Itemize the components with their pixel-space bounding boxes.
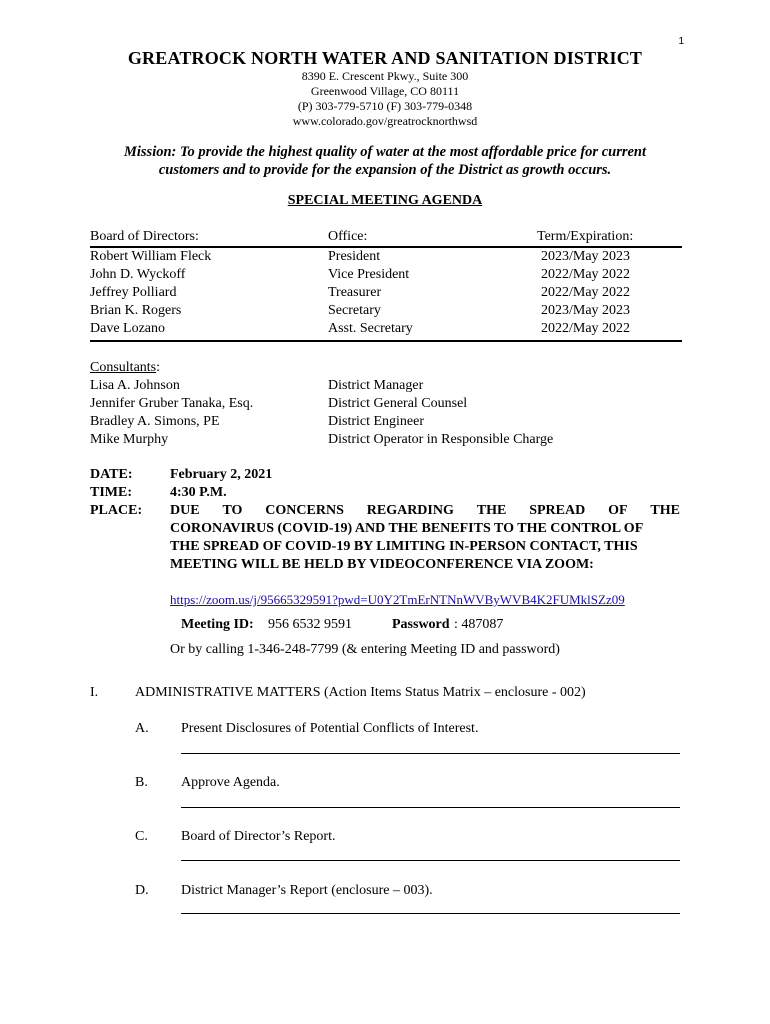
board-member-office: President (328, 249, 381, 264)
time-label: TIME: (90, 485, 132, 500)
phone-fax-line: (P) 303-779-5710 (F) 303-779-0348 (297, 99, 473, 113)
board-member-name: Brian K. Rogers (90, 303, 182, 318)
board-member-name: Robert William Fleck (90, 249, 212, 264)
address-line: 8390 E. Crescent Pkwy., Suite 300 (301, 69, 469, 83)
notes-line (181, 860, 680, 861)
consultant-name: Bradley A. Simons, PE (90, 414, 220, 429)
place-word: DUE (170, 503, 200, 518)
board-member-name: Jeffrey Polliard (90, 285, 177, 300)
consultants-heading-colon: : (156, 360, 161, 375)
item-letter: D. (135, 883, 149, 898)
consultant-role: District Engineer (328, 414, 425, 429)
notes-line (181, 753, 680, 754)
place-line-4: MEETING WILL BE HELD BY VIDEOCONFERENCE VIA ZOOM: (170, 557, 594, 572)
notes-line (181, 807, 680, 808)
meeting-id-label: Meeting ID: (181, 617, 254, 632)
board-member-name: Dave Lozano (90, 321, 166, 336)
board-member-office: Treasurer (328, 285, 382, 300)
board-member-term: 2023/May 2023 (541, 303, 631, 318)
place-word: THE (476, 503, 507, 518)
place-word: OF (608, 503, 628, 518)
item-text: Board of Director’s Report. (181, 829, 336, 844)
password-label: Password (392, 617, 450, 632)
item-text: Present Disclosures of Potential Conflicts of Interest. (181, 721, 479, 736)
consultant-role: District General Counsel (328, 396, 468, 411)
item-text: Approve Agenda. (181, 775, 280, 790)
consultant-name: Mike Murphy (90, 432, 169, 447)
consultant-role: District Operator in Responsible Charge (328, 432, 554, 447)
board-member-term: 2022/May 2022 (541, 285, 631, 300)
notes-line (181, 913, 680, 914)
consultants-heading (90, 360, 160, 376)
section-title: ADMINISTRATIVE MATTERS (Action Items Status Matrix – enclosure - 002) (135, 685, 586, 700)
website-line: www.colorado.gov/greatrocknorthwsd (292, 114, 478, 128)
agenda-heading: SPECIAL MEETING AGENDA (287, 193, 483, 208)
city-line: Greenwood Village, CO 80111 (310, 84, 460, 98)
item-letter: C. (135, 829, 148, 844)
phone-dial-in: Or by calling 1-346-248-7799 (& entering Meeting ID and password) (170, 642, 560, 657)
table-bottom-rule (90, 340, 682, 342)
place-label: PLACE: (90, 503, 143, 518)
board-member-name: John D. Wyckoff (90, 267, 186, 282)
board-member-term: 2023/May 2023 (541, 249, 631, 264)
term-header: Term/Expiration: (537, 229, 634, 244)
place-line-1 (170, 503, 680, 519)
board-header: Board of Directors: (90, 229, 199, 244)
consultants-heading-text: Consultants (90, 360, 157, 375)
section-numeral: I. (90, 685, 99, 700)
meeting-id-value: 956 6532 9591 (268, 617, 352, 632)
consultant-name: Jennifer Gruber Tanaka, Esq. (90, 396, 254, 411)
zoom-link[interactable]: https://zoom.us/j/95665329591?pwd=U0Y2TmErNTNnWVByWVB4K2FUMklSZz09 (170, 592, 625, 607)
mission-line-1: Mission: To provide the highest quality of water at the most affordable price for current (123, 144, 647, 160)
consultant-name: Lisa A. Johnson (90, 378, 180, 393)
place-word: TO (222, 503, 243, 518)
board-member-office: Asst. Secretary (328, 321, 413, 336)
board-member-term: 2022/May 2022 (541, 267, 631, 282)
time-value: 4:30 P.M. (170, 485, 227, 500)
password-value: : 487087 (454, 617, 504, 632)
place-word: THE (650, 503, 680, 518)
place-word: SPREAD (529, 503, 586, 518)
mission-line-2: customers and to provide for the expansion of the District as growth occurs. (158, 162, 612, 178)
board-member-office: Secretary (328, 303, 381, 318)
district-title: GREATROCK NORTH WATER AND SANITATION DISTRICT (127, 48, 643, 68)
board-member-office: Vice President (328, 267, 410, 282)
item-letter: B. (135, 775, 148, 790)
board-member-term: 2022/May 2022 (541, 321, 631, 336)
place-line-2: CORONAVIRUS (COVID-19) AND THE BENEFITS TO THE CONTROL OF (170, 521, 644, 536)
item-letter: A. (135, 721, 149, 736)
table-top-rule (90, 246, 682, 248)
item-text: District Manager’s Report (enclosure – 003). (181, 883, 433, 898)
place-word: REGARDING (366, 503, 454, 518)
office-header: Office: (328, 229, 368, 244)
date-value: February 2, 2021 (170, 467, 273, 482)
page-number: 1 (678, 36, 684, 47)
place-word: CONCERNS (265, 503, 344, 518)
date-label: DATE: (90, 467, 133, 482)
place-line-3: THE SPREAD OF COVID-19 BY LIMITING IN-PERSON CONTACT, THIS (170, 539, 638, 554)
consultant-role: District Manager (328, 378, 424, 393)
